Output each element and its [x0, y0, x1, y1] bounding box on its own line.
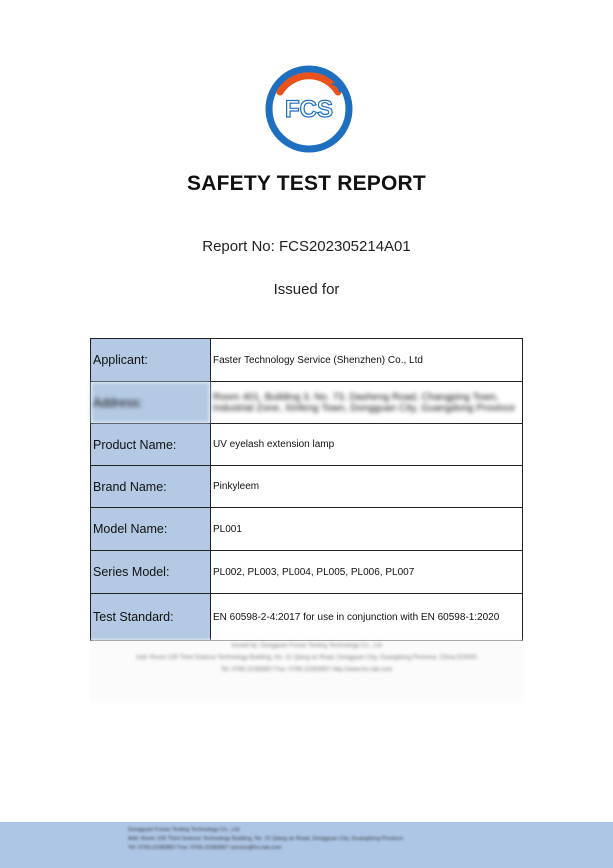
fcs-logo [262, 62, 356, 156]
table-row [91, 551, 523, 594]
bottom-band-line: Dongguan Funao Testing Technology Co., Ltd [128, 827, 240, 833]
table-row [91, 466, 523, 508]
series-model-label: Series Model: [91, 551, 211, 594]
model-name-label: Model Name: [91, 508, 211, 551]
table-row [91, 382, 523, 424]
issuer-contact-line: Tel: 0769-22383857 Fax: 0769-22383857 http://www.fcs-lab.com [220, 667, 393, 673]
product-name-label: Product Name: [91, 424, 211, 466]
report-number: Report No: FCS202305214A01 [202, 238, 411, 255]
bottom-band-line: Add: Room 105 Third Science Technology Building, No. 21 Qiang an Road, Dongguan City, Guangdong Province [128, 836, 404, 842]
applicant-value: Faster Technology Service (Shenzhen) Co., Ltd [211, 339, 523, 382]
issued-for-label: Issued for [273, 281, 340, 298]
test-standard-label: Test Standard: [91, 594, 211, 641]
report-title: SAFETY TEST REPORT [187, 172, 426, 195]
issuer-address-line: Add: Room 105 Third Science Technology Building, No. 21 Qiang an Road, Dongguan City, Guangdong Province, China 523000 [136, 655, 477, 661]
table-row [91, 508, 523, 551]
brand-name-value: Pinkyleem [211, 466, 523, 508]
product-name-value: UV eyelash extension lamp [211, 424, 523, 466]
issuer-line: Issued by: Dongguan Funao Testing Technology Co., Ltd [231, 643, 382, 649]
series-model-value: PL002, PL003, PL004, PL005, PL006, PL007 [211, 551, 523, 594]
table-row [91, 339, 523, 382]
address-value: Room 401, Building 3, No. 73, Dasheng Road, Changping Town, Industrial Zone, Xinfeng Town, Dongguan City, Guangdong Province [211, 382, 523, 424]
bottom-band-text [128, 826, 528, 853]
bottom-band [0, 822, 613, 868]
model-name-value: PL001 [211, 508, 523, 551]
table-row [91, 424, 523, 466]
bottom-band-line: Tel: 0769-22383857 Fax: 0769-22383857 service@fcs-lab.com [128, 845, 282, 851]
test-standard-value: EN 60598-2-4:2017 for use in conjunction with EN 60598-1:2020 [211, 594, 523, 641]
logo-text: FCS [285, 96, 333, 123]
issuer-footer [90, 640, 523, 702]
brand-name-label: Brand Name: [91, 466, 211, 508]
address-label: Address: [91, 382, 211, 424]
report-info-table [90, 338, 523, 641]
table-row [91, 594, 523, 641]
applicant-label: Applicant: [91, 339, 211, 382]
